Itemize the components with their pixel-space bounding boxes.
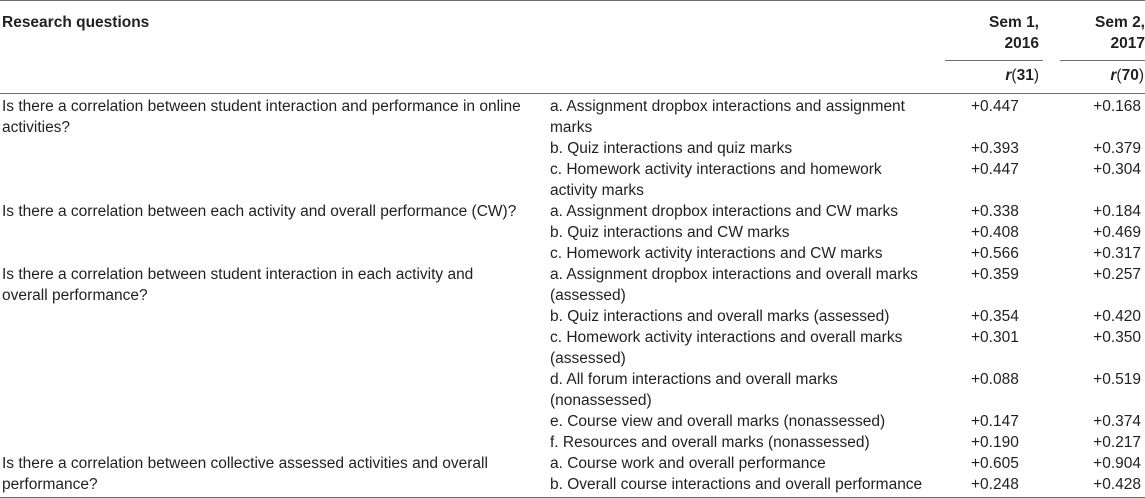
comparison-label: c. Homework activity interactions and CW marks — [550, 245, 883, 262]
sem2-value: +0.379 — [1093, 140, 1141, 157]
header-sem2-stat-n: 70 — [1121, 67, 1139, 84]
sem1-value: +0.393 — [971, 140, 1019, 157]
sem1-value: +0.354 — [971, 308, 1019, 325]
sem1-value: +0.147 — [971, 413, 1019, 430]
comparison-label: a. Assignment dropbox interactions and CW marks — [550, 203, 899, 220]
header-sem1-stat-n: 31 — [1016, 67, 1034, 84]
sem2-value: +0.374 — [1093, 413, 1141, 430]
header-sem1-line1: Sem 1, — [989, 14, 1039, 31]
research-question: Is there a correlation between collective assessed activities and overall performance? — [0, 453, 548, 498]
sem1-value: +0.408 — [971, 224, 1019, 241]
comparison-label: d. All forum interactions and overall marks (nonassessed) — [550, 371, 838, 409]
sem1-value: +0.566 — [971, 245, 1019, 262]
comparison-label: a. Assignment dropbox interactions and assignment marks — [550, 98, 905, 136]
header-sem2-line1: Sem 2, — [1095, 14, 1145, 31]
sem2-value: +0.420 — [1093, 308, 1141, 325]
header-blank — [548, 1, 945, 61]
sem2-value: +0.184 — [1093, 203, 1141, 220]
sem2-value: +0.469 — [1093, 224, 1141, 241]
sem2-value: +0.168 — [1093, 98, 1141, 115]
comparison-label: b. Overall course interactions and overall performance — [548, 474, 945, 498]
header-sem1-line2: 2016 — [1004, 35, 1039, 52]
comparison-label: c. Homework activity interactions and overall marks (assessed) — [550, 329, 903, 367]
table-row — [0, 201, 1145, 222]
header-sem2-line2: 2017 — [1110, 35, 1145, 52]
sem1-value: +0.301 — [971, 329, 1019, 346]
research-question: Is there a correlation between each activity and overall performance (CW)? — [2, 203, 517, 220]
header-research-questions: Research questions — [2, 14, 150, 31]
table-row — [0, 94, 1145, 139]
sem2-value: +0.428 — [1060, 474, 1145, 498]
sem1-value: +0.338 — [971, 203, 1019, 220]
table-body — [0, 94, 1145, 498]
comparison-label: a. Course work and overall performance — [550, 455, 826, 472]
comparison-label: e. Course view and overall marks (nonassessed) — [550, 413, 886, 430]
sem2-value: +0.217 — [1093, 434, 1141, 451]
sem1-value: +0.605 — [971, 455, 1019, 472]
sem2-value: +0.350 — [1093, 329, 1141, 346]
sem2-value: +0.304 — [1093, 161, 1141, 178]
header-sem1 — [945, 1, 1043, 61]
comparison-label: f. Resources and overall marks (nonassessed) — [550, 434, 870, 451]
sem1-value: +0.447 — [971, 98, 1019, 115]
sem1-value: +0.248 — [945, 474, 1043, 498]
comparison-label: b. Quiz interactions and overall marks (assessed) — [550, 308, 890, 325]
comparison-label: b. Quiz interactions and quiz marks — [550, 140, 793, 157]
header-sem2-stat: r(70) — [1060, 61, 1145, 94]
header-sem1-stat-r: r — [1005, 67, 1012, 84]
header-sem1-stat: r(31) — [945, 61, 1043, 94]
table-row — [0, 264, 1145, 306]
comparison-label: b. Quiz interactions and CW marks — [550, 224, 790, 241]
header-sem2 — [1060, 1, 1145, 61]
comparison-label: c. Homework activity interactions and homework activity marks — [550, 161, 882, 199]
sem1-value: +0.088 — [971, 371, 1019, 388]
research-question: Is there a correlation between student interaction and performance in online activities? — [2, 98, 521, 136]
header-gap — [1043, 1, 1060, 61]
sem1-value: +0.190 — [971, 434, 1019, 451]
comparison-label: a. Assignment dropbox interactions and overall marks (assessed) — [550, 266, 918, 304]
sem2-value: +0.519 — [1093, 371, 1141, 388]
sem1-value: +0.359 — [971, 266, 1019, 283]
header-sem2-stat-r: r — [1110, 67, 1117, 84]
sem2-value: +0.257 — [1093, 266, 1141, 283]
sem2-value: +0.904 — [1093, 455, 1141, 472]
table-row — [0, 453, 1145, 474]
research-question: Is there a correlation between student interaction in each activity and overall performance? — [2, 266, 474, 304]
sem2-value: +0.317 — [1093, 245, 1141, 262]
sem1-value: +0.447 — [971, 161, 1019, 178]
